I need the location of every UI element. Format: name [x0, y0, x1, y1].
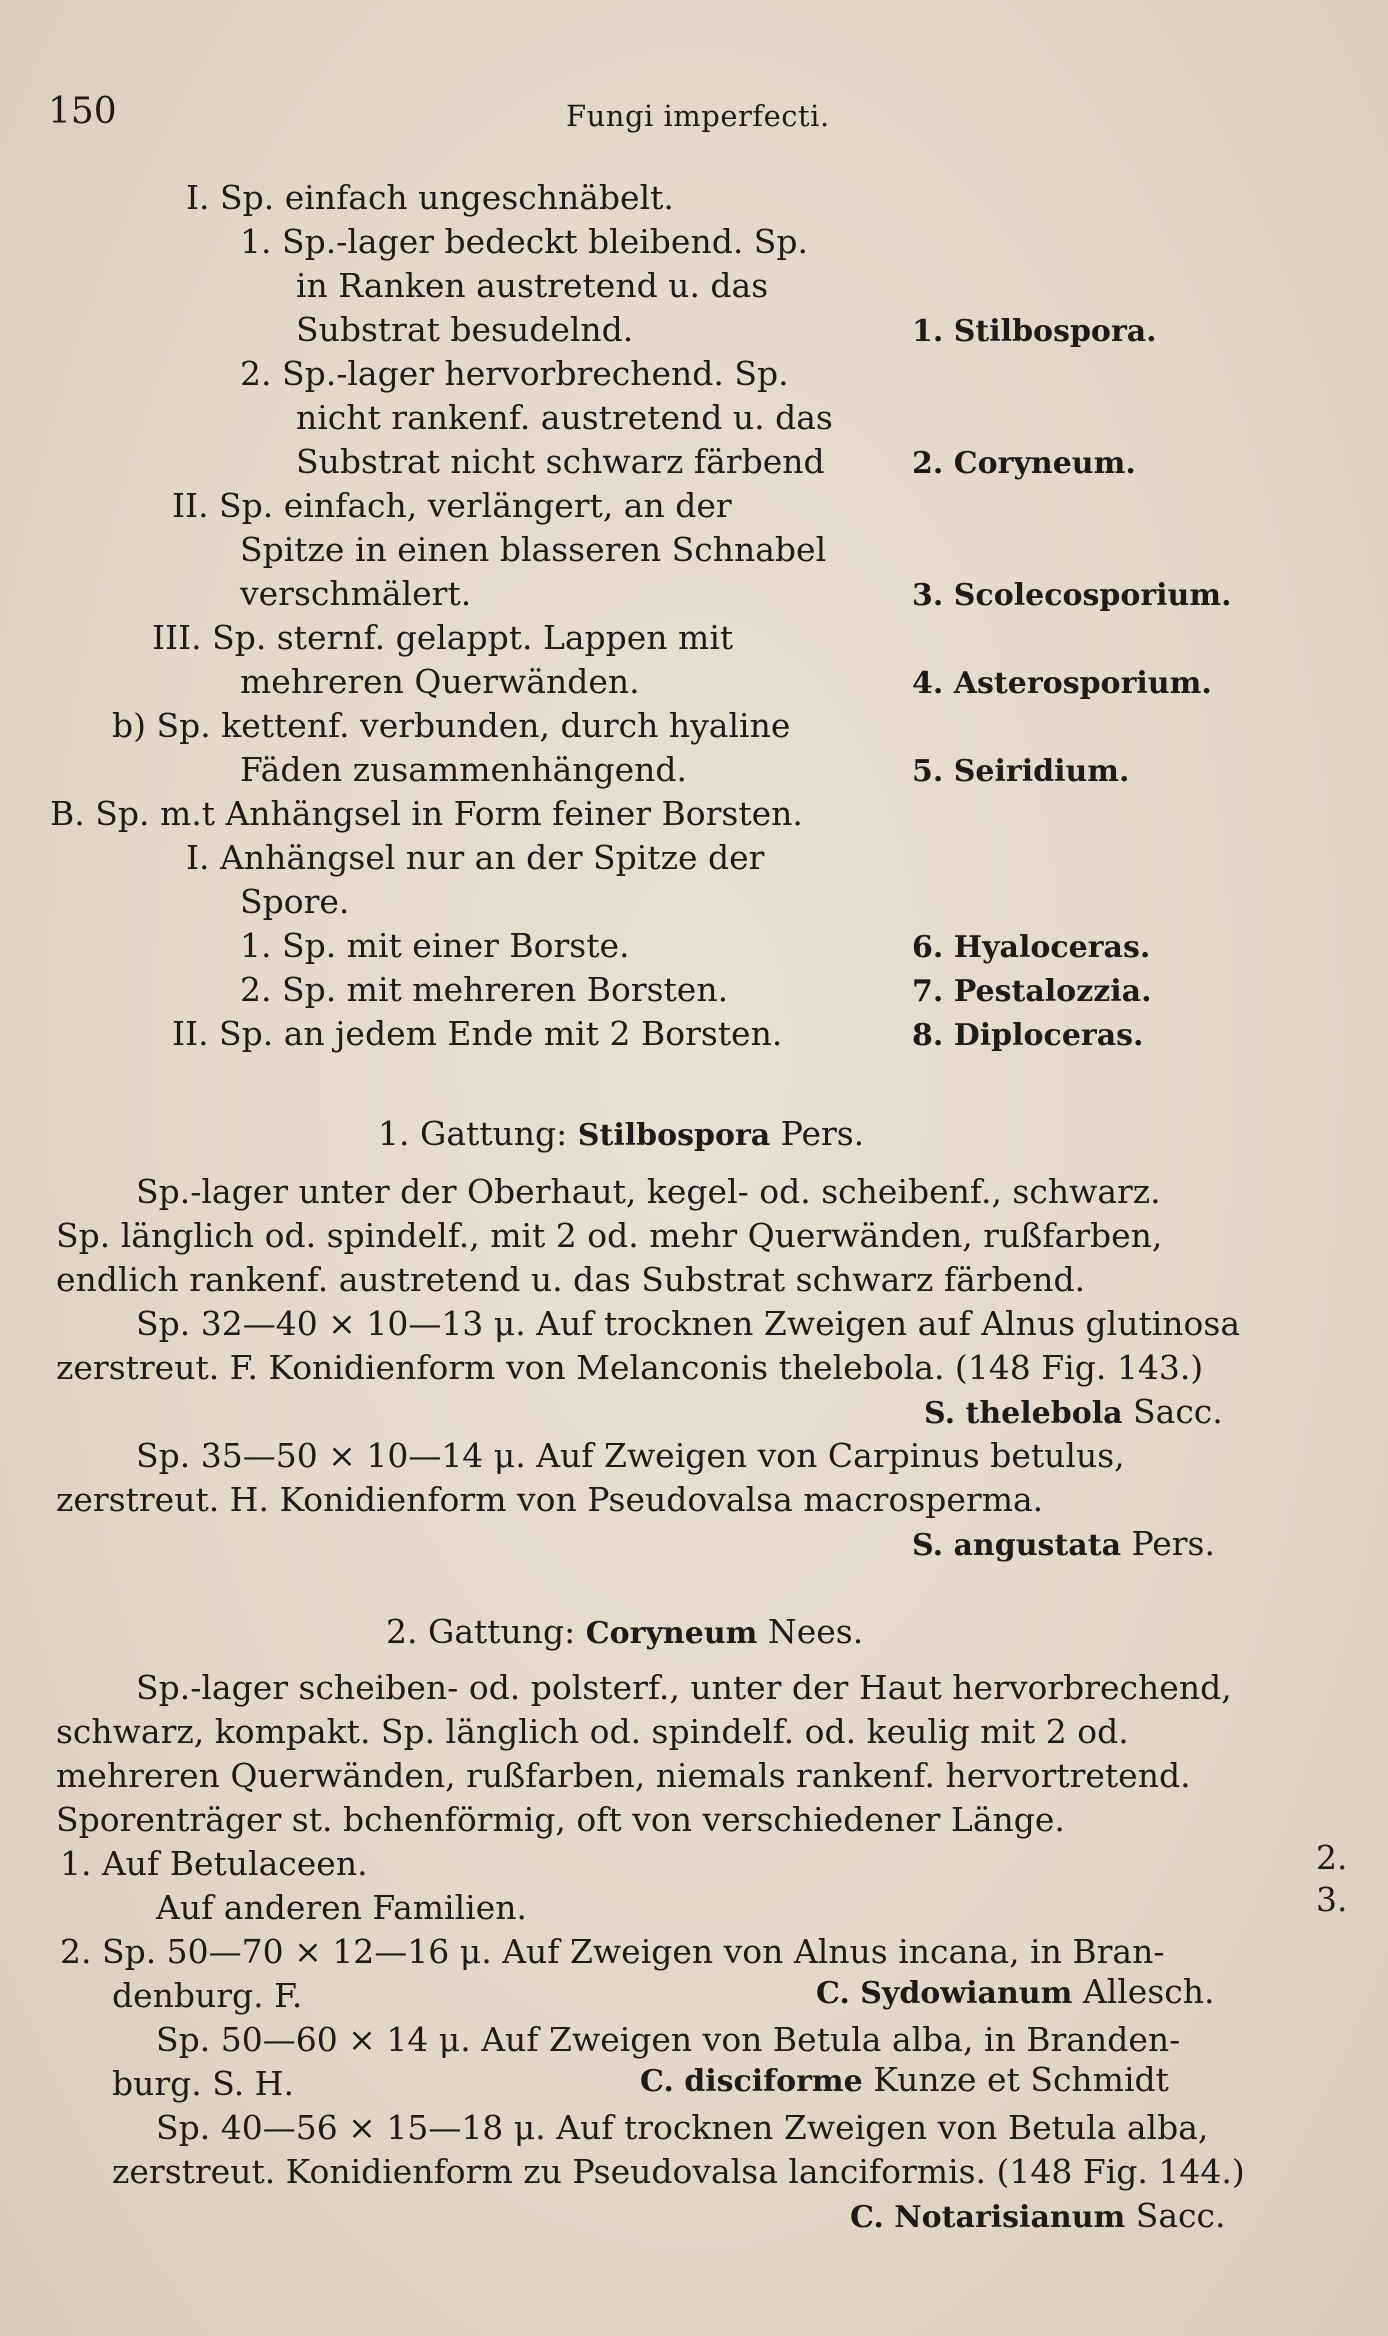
- heading-prefix: 1. Gattung:: [378, 1114, 568, 1153]
- key-line: I. Sp. einfach ungeschnäbelt.: [186, 178, 674, 217]
- key-line: II. Sp. einfach, verlängert, an der: [172, 486, 732, 525]
- key-line: III. Sp. sternf. gelappt. Lappen mit: [152, 618, 734, 657]
- key-line: Spore.: [240, 882, 350, 921]
- species-name: S. angustata Pers.: [912, 1524, 1215, 1563]
- heading-genus: Coryneum: [585, 1616, 758, 1651]
- key-line: I. Anhängsel nur an der Spitze der: [186, 838, 765, 877]
- description-line: endlich rankenf. austretend u. das Substrat schwarz färbend.: [56, 1260, 1086, 1299]
- key-genus: 7. Pestalozzia.: [912, 974, 1152, 1009]
- description-line: Sp. 32—40 × 10—13 μ. Auf trocknen Zweigen auf Alnus glutinosa: [136, 1304, 1241, 1343]
- description-line: zerstreut. F. Konidienform von Melanconis thelebola. (148 Fig. 143.): [56, 1348, 1204, 1387]
- entry-line: zerstreut. Konidienform zu Pseudovalsa lanciformis. (148 Fig. 144.): [112, 2152, 1245, 2191]
- entry-line: Sp. 50—60 × 14 μ. Auf Zweigen von Betula alba, in Branden-: [156, 2020, 1181, 2059]
- key-line: 1. Sp.-lager bedeckt bleibend. Sp.: [240, 222, 809, 261]
- description-line: mehreren Querwänden, rußfarben, niemals rankenf. hervortretend.: [56, 1756, 1191, 1795]
- key-genus: 6. Hyaloceras.: [912, 930, 1151, 965]
- key-line: Substrat nicht schwarz färbend: [296, 442, 825, 481]
- heading-author: Pers.: [780, 1114, 865, 1153]
- key-line: 2. Sp.-lager hervorbrechend. Sp.: [240, 354, 789, 393]
- section-heading: [386, 1612, 863, 1654]
- key-genus: 1. Stilbospora.: [912, 314, 1157, 349]
- key-line: mehreren Querwänden.: [240, 662, 640, 701]
- heading-genus: Stilbospora: [577, 1118, 771, 1153]
- key-line: Substrat besudelnd.: [296, 310, 634, 349]
- key-line: 2. Sp. mit mehreren Borsten.: [240, 970, 729, 1009]
- key-line: B. Sp. m.t Anhängsel in Form feiner Borsten.: [50, 794, 803, 833]
- description-line: Sporenträger st. bchenförmig, oft von verschiedener Länge.: [56, 1800, 1065, 1839]
- key-line: Fäden zusammenhängend.: [240, 750, 688, 789]
- key-line: II. Sp. an jedem Ende mit 2 Borsten.: [172, 1014, 783, 1053]
- description-line: schwarz, kompakt. Sp. länglich od. spindelf. od. keulig mit 2 od.: [56, 1712, 1129, 1751]
- description-line: Sp.-lager scheiben- od. polsterf., unter der Haut hervorbrechend,: [136, 1668, 1232, 1707]
- entry-line: denburg. F.: [112, 1976, 303, 2015]
- key-line: in Ranken austretend u. das: [296, 266, 769, 305]
- description-line: Sp. 35—50 × 10—14 μ. Auf Zweigen von Carpinus betulus,: [136, 1436, 1125, 1475]
- species-name: S. thelebola Sacc.: [924, 1392, 1223, 1431]
- key-line: Auf anderen Familien.: [156, 1888, 527, 1927]
- key-line: nicht rankenf. austretend u. das: [296, 398, 833, 437]
- key-line: b) Sp. kettenf. verbunden, durch hyaline: [112, 706, 791, 745]
- key-reference: 3.: [1316, 1880, 1348, 1919]
- key-genus: 2. Coryneum.: [912, 446, 1136, 481]
- species-name: C. Sydowianum Allesch.: [816, 1972, 1215, 2011]
- key-line: Spitze in einen blasseren Schnabel: [240, 530, 827, 569]
- section-heading: [378, 1114, 864, 1156]
- entry-line: 2. Sp. 50—70 × 12—16 μ. Auf Zweigen von Alnus incana, in Bran-: [60, 1932, 1165, 1971]
- key-line: 1. Sp. mit einer Borste.: [240, 926, 630, 965]
- key-genus: 5. Seiridium.: [912, 754, 1130, 789]
- running-title: Fungi imperfecti.: [566, 99, 830, 133]
- species-name: C. Notarisianum Sacc.: [850, 2196, 1226, 2235]
- heading-prefix: 2. Gattung:: [386, 1612, 576, 1651]
- key-line: 1. Auf Betulaceen.: [60, 1844, 368, 1883]
- heading-author: Nees.: [767, 1612, 864, 1651]
- key-line: verschmälert.: [240, 574, 472, 613]
- key-reference: 2.: [1316, 1838, 1348, 1877]
- key-genus: 4. Asterosporium.: [912, 666, 1212, 701]
- species-name: C. disciforme Kunze et Schmidt: [640, 2060, 1169, 2099]
- description-line: zerstreut. H. Konidienform von Pseudovalsa macrosperma.: [56, 1480, 1044, 1519]
- entry-line: Sp. 40—56 × 15—18 μ. Auf trocknen Zweigen von Betula alba,: [156, 2108, 1209, 2147]
- key-genus: 3. Scolecosporium.: [912, 578, 1232, 613]
- key-genus: 8. Diploceras.: [912, 1018, 1144, 1053]
- entry-line: burg. S. H.: [112, 2064, 294, 2103]
- description-line: Sp.-lager unter der Oberhaut, kegel- od. scheibenf., schwarz.: [136, 1172, 1161, 1211]
- description-line: Sp. länglich od. spindelf., mit 2 od. mehr Querwänden, rußfarben,: [56, 1216, 1163, 1255]
- page-number: 150: [48, 91, 117, 132]
